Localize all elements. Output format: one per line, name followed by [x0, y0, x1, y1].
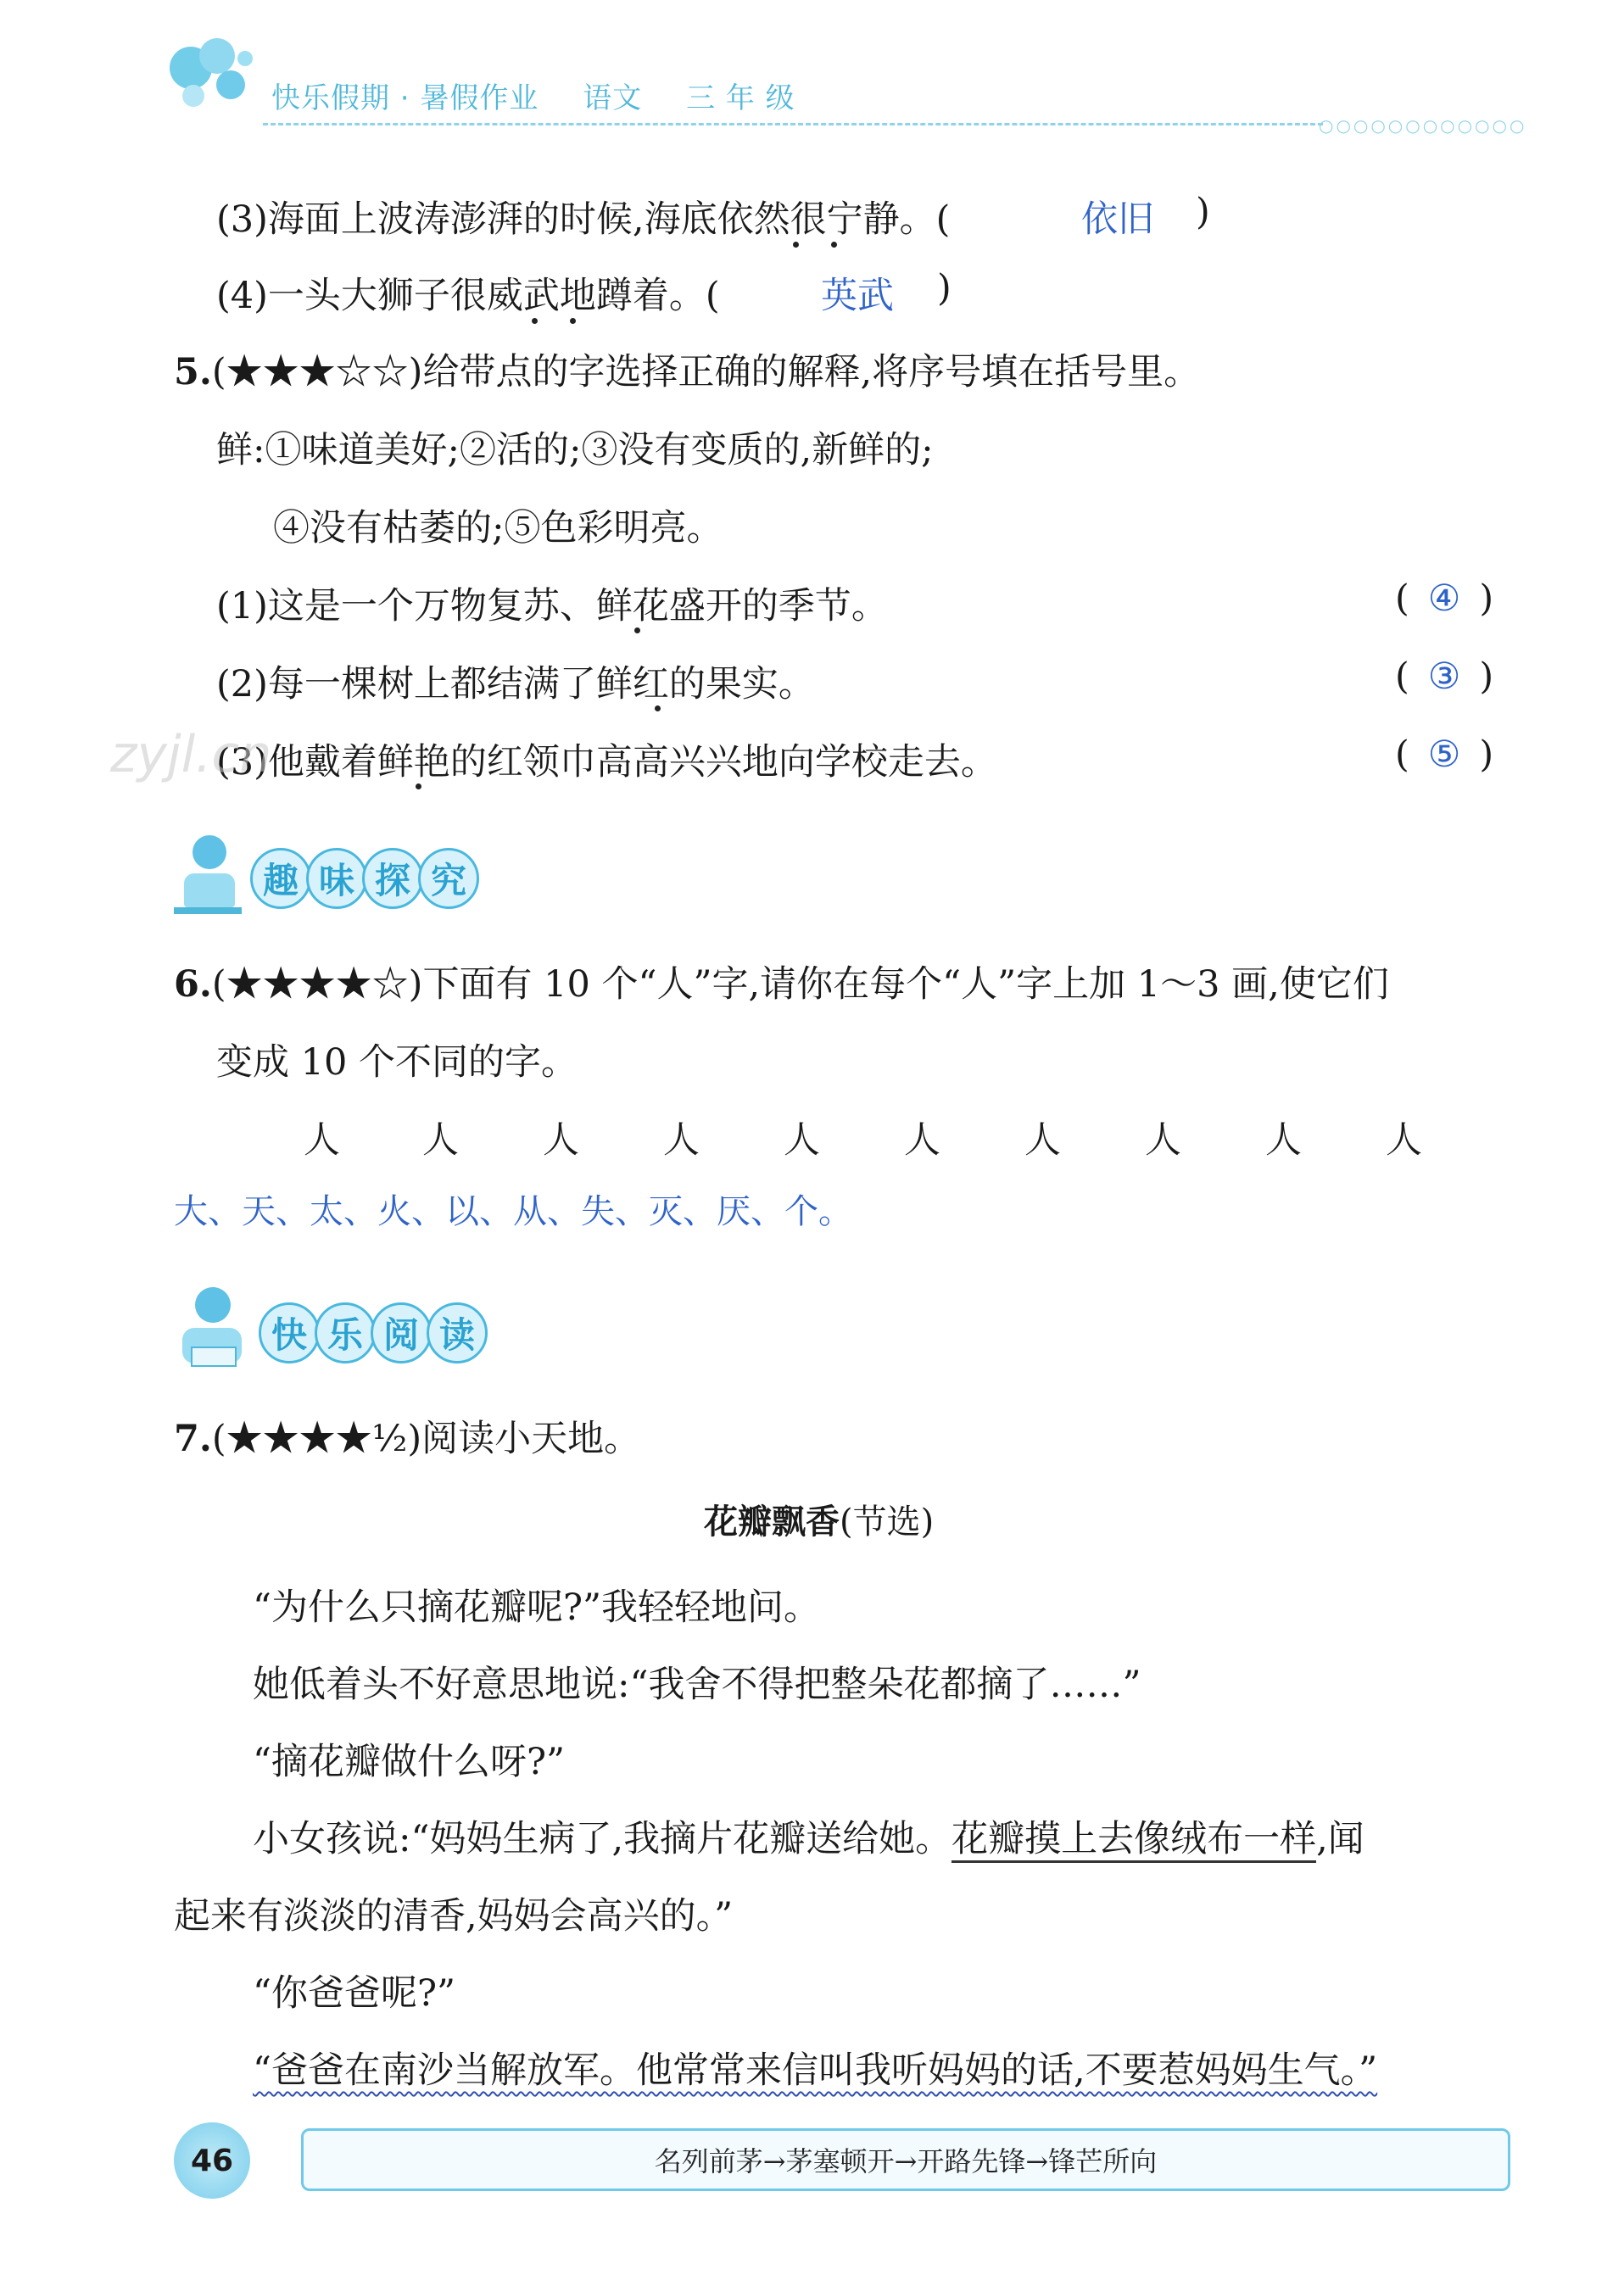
passage-paragraph-6 [253, 2042, 1377, 2094]
q6-ren-char: 人 [1024, 1119, 1061, 1162]
section-title-happy-reading: 快 乐 阅 读 [259, 1299, 483, 1367]
q5-prompt: 给带点的字选择正确的解释,将序号填在括号里。 [422, 351, 1201, 393]
q6-stars: (★★★★☆) [211, 963, 423, 1006]
q6-prompt-line1: 下面有 10 个“人”字,请你在每个“人”字上加 1～3 画,使它们 [422, 963, 1389, 1006]
section2-mascot-icon [174, 1287, 250, 1372]
emphasis-dot [570, 318, 576, 324]
q4-item4-close: ) [937, 267, 952, 309]
q6-ren-char: 人 [904, 1119, 940, 1162]
emphasis-dot [831, 242, 837, 248]
header-dots: ○○○○○○○○○○○○ [1319, 115, 1527, 136]
q7-stars: (★★★★½) [211, 1418, 422, 1460]
emphasis-dot [655, 705, 661, 711]
q6-prompt-line2: 变成 10 个不同的字。 [216, 1041, 578, 1084]
q6-header [174, 956, 1389, 1007]
q5-item-3-paren: ( ⑤ ) [1395, 733, 1494, 776]
q5-item-2: (2)每一棵树上都结满了鲜红的果实。 [216, 663, 815, 705]
watermark: zyjl.cn [110, 725, 272, 784]
emphasis-dot [634, 627, 640, 633]
section1-mascot-icon [174, 835, 242, 920]
passage-paragraph-3: “摘花瓣做什么呀?” [253, 1741, 566, 1783]
q4-item4-answer: 英武 [821, 275, 894, 317]
q5-item-1: (1)这是一个万物复苏、鲜花盛开的季节。 [216, 585, 888, 627]
q6-ren-char: 人 [663, 1119, 700, 1162]
q5-definitions-line1: 鲜:①味道美好;②活的;③没有变质的,新鲜的; [216, 429, 934, 471]
q6-ren-char: 人 [304, 1119, 340, 1162]
q6-ren-char: 人 [543, 1119, 579, 1162]
q6-ren-char: 人 [1386, 1119, 1422, 1162]
emphasis-dot [793, 242, 799, 248]
section-title-fun-explore: 趣 味 探 究 [250, 845, 474, 912]
footer-motto: 名列前茅→茅塞顿开→开路先锋→锋芒所向 [654, 2145, 1158, 2177]
q7-number: 7. [174, 1418, 212, 1460]
emphasis-dot [416, 783, 421, 789]
q5-item-3-answer: ⑤ [1427, 733, 1461, 776]
q5-definitions-line2: ④没有枯萎的;⑤色彩明亮。 [273, 507, 723, 549]
q5-item-2-answer: ③ [1427, 655, 1461, 698]
q5-number: 5. [174, 351, 212, 393]
q5-header [174, 343, 1200, 395]
header-logo-bubbles [170, 38, 263, 114]
passage-title: 花瓣飘香(节选) [704, 1503, 935, 1542]
passage-paragraph-4: 小女孩说:“妈妈生病了,我摘片花瓣送给她。花瓣摸上去像绒布一样,闻 [253, 1810, 1364, 1862]
page-number: 46 [190, 2143, 234, 2178]
q5-item-2-paren: ( ③ ) [1395, 655, 1494, 698]
q4-item4: (4)一头大狮子很威武地蹲着。( [216, 275, 720, 317]
passage-paragraph-1: “为什么只摘花瓣呢?”我轻轻地问。 [253, 1586, 821, 1629]
q6-ren-char: 人 [1265, 1119, 1302, 1162]
footer-motto-scroll [301, 2128, 1510, 2191]
emphasis-dot [532, 318, 538, 324]
header-title: 快乐假期 · 暑假作业 [271, 81, 539, 115]
passage-paragraph-5: “你爸爸呢?” [253, 1972, 456, 2015]
q4-item3: (3)海面上波涛澎湃的时候,海底依然很宁静。( [216, 198, 951, 241]
q4-item3-answer: 依旧 [1081, 198, 1154, 241]
q7-header [174, 1410, 640, 1462]
header-divider [263, 123, 1323, 125]
q4-item3-close: ) [1196, 191, 1210, 233]
q7-prompt: 阅读小天地。 [421, 1418, 641, 1460]
q5-item-1-paren: ( ④ ) [1395, 577, 1494, 620]
header-grade: 三 年 级 [686, 81, 795, 115]
passage-paragraph-4-cont: 起来有淡淡的清香,妈妈会高兴的。” [174, 1895, 734, 1938]
header-subject: 语文 [583, 81, 643, 115]
q6-number: 6. [174, 963, 212, 1006]
q6-ren-char: 人 [1145, 1119, 1181, 1162]
underlined-sentence: 花瓣摸上去像绒布一样 [952, 1818, 1316, 1863]
q6-ren-char: 人 [422, 1119, 459, 1162]
q5-stars: (★★★☆☆) [211, 351, 423, 393]
q6-ren-char: 人 [784, 1119, 820, 1162]
passage-paragraph-2: 她低着头不好意思地说:“我舍不得把整朵花都摘了……” [253, 1664, 1141, 1706]
q5-item-3: (3)他戴着鲜艳的红领巾高高兴兴地向学校走去。 [216, 741, 997, 783]
q5-item-1-answer: ④ [1427, 577, 1461, 620]
q6-answer: 大、天、太、火、以、从、失、灭、厌、个。 [174, 1192, 852, 1231]
wavy-underlined-sentence: “爸爸在南沙当解放军。他常常来信叫我听妈妈的话,不要惹妈妈生气。” [253, 2049, 1378, 2092]
page-number-badge [174, 2122, 250, 2199]
